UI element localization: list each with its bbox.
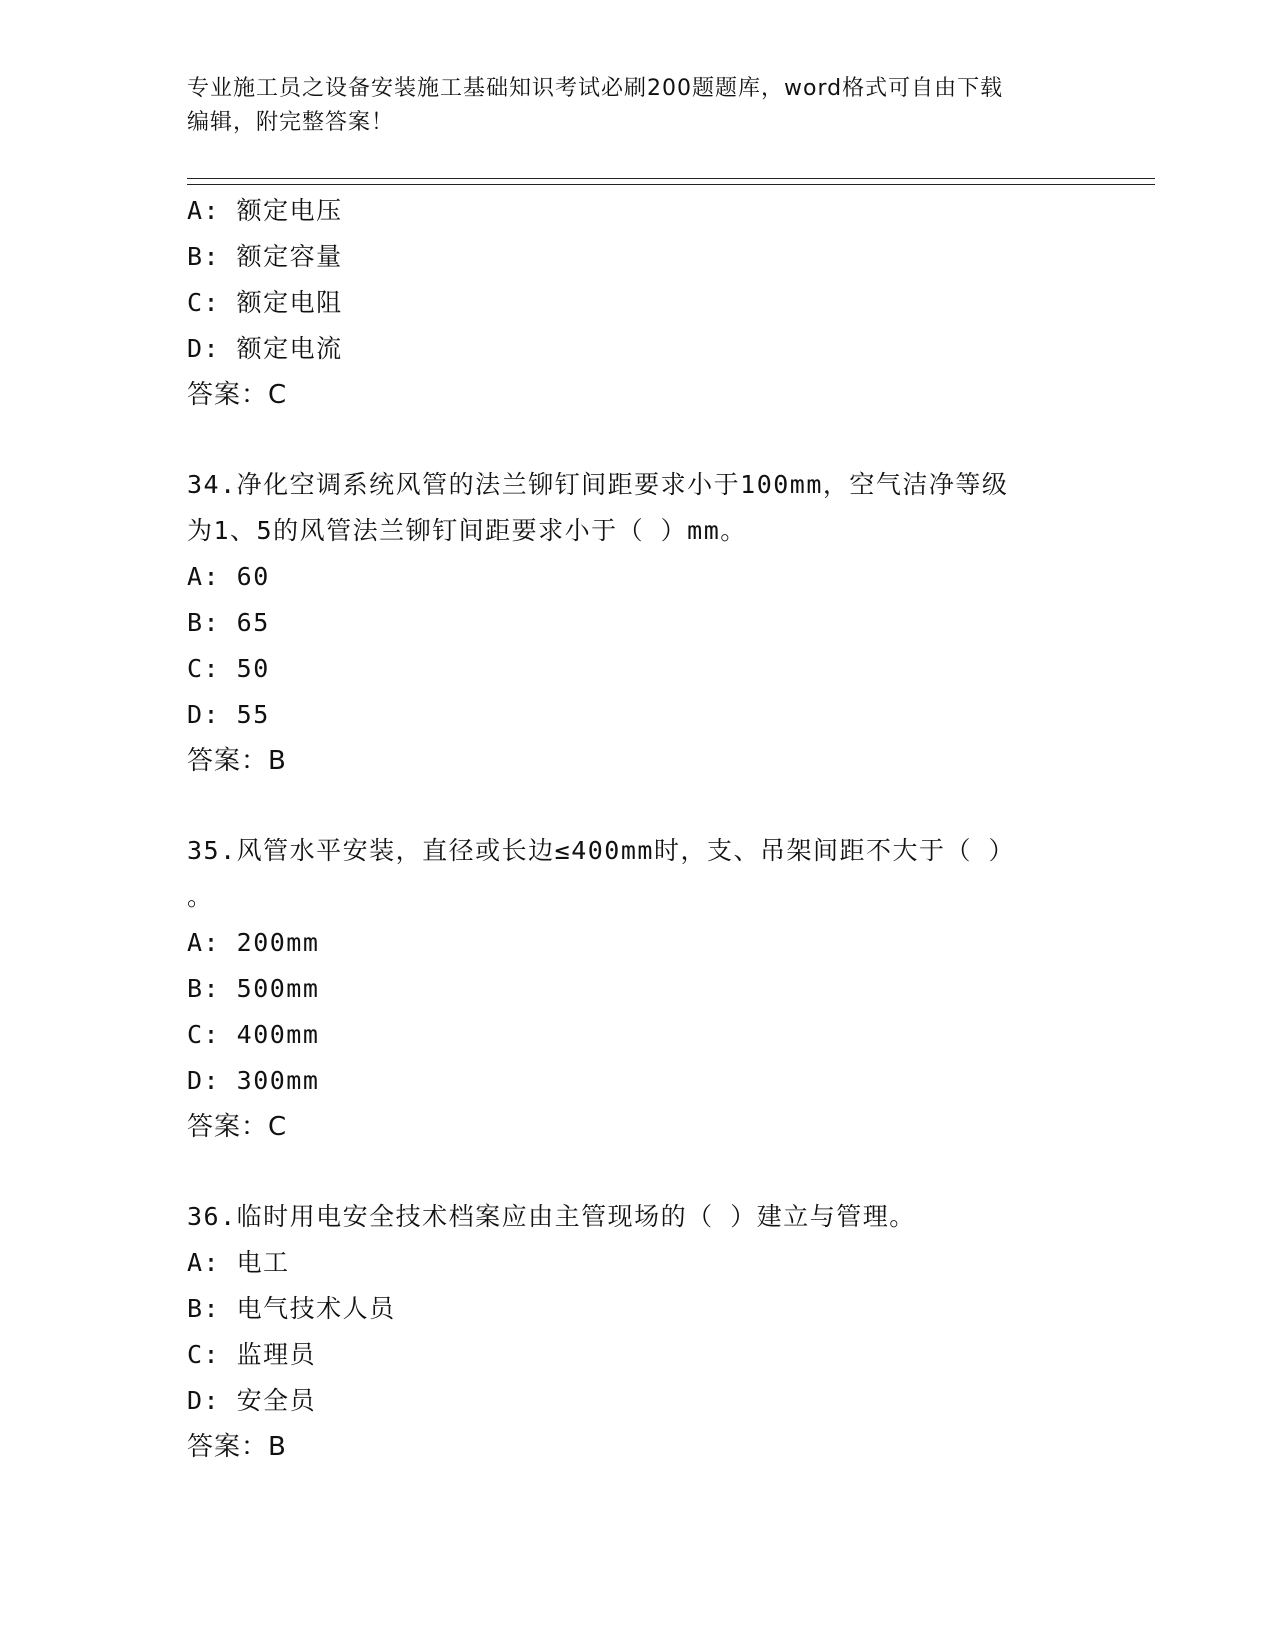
header-title-line-2: 编辑，附完整答案！	[187, 110, 395, 135]
question-34	[187, 462, 1087, 784]
option-d: D: 300mm	[187, 1066, 320, 1095]
option-b: B: 电气技术人员	[187, 1294, 396, 1323]
question-stem-continued: 。	[187, 882, 214, 911]
answer-label: 答案：B	[187, 1432, 287, 1462]
spacer	[187, 1150, 1087, 1194]
question-stem: 34.净化空调系统风管的法兰铆钉间距要求小于100mm，空气洁净等级	[187, 470, 1009, 499]
question-36	[187, 1194, 1087, 1470]
option-a: A: 60	[187, 562, 270, 591]
option-b: B: 500mm	[187, 974, 320, 1003]
header-divider-top	[187, 178, 1155, 179]
option-d: D: 额定电流	[187, 334, 343, 363]
option-b: B: 额定容量	[187, 242, 343, 271]
document-header	[187, 72, 1087, 140]
option-c: C: 额定电阻	[187, 288, 343, 317]
option-a: A: 额定电压	[187, 196, 343, 225]
option-d: D: 55	[187, 700, 270, 729]
option-a: A: 200mm	[187, 928, 320, 957]
option-d: D: 安全员	[187, 1386, 317, 1415]
spacer	[187, 418, 1087, 462]
option-b: B: 65	[187, 608, 270, 637]
option-a: A: 电工	[187, 1248, 290, 1277]
answer-label: 答案：C	[187, 380, 288, 410]
question-stem: 35.风管水平安装，直径或长边≤400mm时，支、吊架间距不大于（ ）	[187, 836, 1016, 865]
answer-label: 答案：B	[187, 746, 287, 776]
question-stem-continued: 为1、5的风管法兰铆钉间距要求小于（ ）mm。	[187, 516, 747, 545]
header-title-line-1: 专业施工员之设备安装施工基础知识考试必刷200题题库，word格式可自由下载	[187, 76, 1004, 101]
question-33-continued	[187, 188, 1087, 418]
answer-label: 答案：C	[187, 1112, 288, 1142]
spacer	[187, 784, 1087, 828]
option-c: C: 监理员	[187, 1340, 317, 1369]
header-divider-bottom	[187, 184, 1155, 185]
option-c: C: 50	[187, 654, 270, 683]
question-list	[187, 188, 1087, 1470]
option-c: C: 400mm	[187, 1020, 320, 1049]
question-stem: 36.临时用电安全技术档案应由主管现场的（ ）建立与管理。	[187, 1202, 916, 1231]
question-35	[187, 828, 1087, 1150]
